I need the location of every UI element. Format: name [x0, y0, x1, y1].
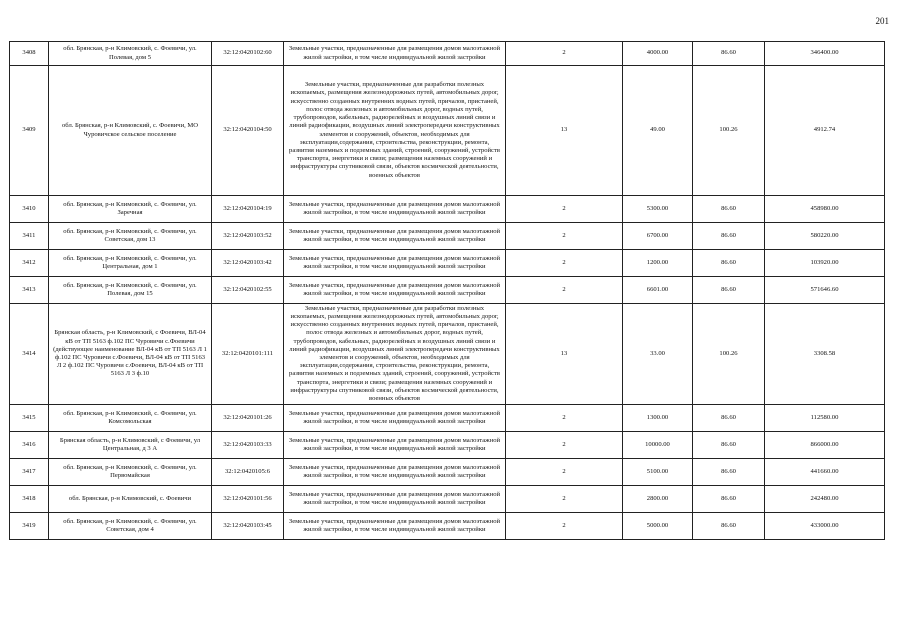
- address-cell: обл. Брянская, р-н Климовский, с. Фоевичи, ул. Полевая, дом 15: [49, 277, 212, 304]
- area-cell: 6700.00: [623, 223, 693, 250]
- table-row: [10, 486, 885, 513]
- cadastral-value-cell: 441660.00: [765, 459, 885, 486]
- table-row: [10, 459, 885, 486]
- permitted-use-cell: Земельные участки, предназначенные для размещения домов малоэтажной жилой застройки, в том числе индивидуальной жилой застройки: [284, 196, 506, 223]
- cadastral-value-cell: 346400.00: [765, 42, 885, 66]
- row-number: 3419: [10, 513, 49, 540]
- area-cell: 2800.00: [623, 486, 693, 513]
- row-number: 3414: [10, 304, 49, 405]
- address-cell: Брянская область, р-н Климовский, с Фоевичи, ВЛ-04 кВ от ТП 5163 ф.102 ПС Чуровичи с.Фоевичи (действующее наименование ВЛ-04 кВ от ТП 5163 Л 1 ф.102 ПС Чуровичи с.Фоевичи, ВЛ-04 кВ от ТП 5163 Л 2 ф.102 ПС Чуровичи с.Фоевичи, ВЛ-04 кВ от ТП 5163 Л 3 ф.10: [49, 304, 212, 405]
- row-number: 3418: [10, 486, 49, 513]
- rate-cell: 86.60: [693, 250, 765, 277]
- area-cell: 49.00: [623, 66, 693, 196]
- rate-cell: 86.60: [693, 432, 765, 459]
- cadastral-number-cell: 32:12:0420101:26: [212, 405, 284, 432]
- cadastral-value-cell: 4912.74: [765, 66, 885, 196]
- cadastral-value-cell: 433000.00: [765, 513, 885, 540]
- row-number: 3411: [10, 223, 49, 250]
- area-cell: 4000.00: [623, 42, 693, 66]
- permitted-use-cell: Земельные участки, предназначенные для размещения домов малоэтажной жилой застройки, в том числе индивидуальной жилой застройки: [284, 486, 506, 513]
- category-cell: 13: [506, 66, 623, 196]
- table-row: [10, 66, 885, 196]
- area-cell: 5300.00: [623, 196, 693, 223]
- cadastral-value-cell: 112580.00: [765, 405, 885, 432]
- cadastral-number-cell: 32:12:0420102:55: [212, 277, 284, 304]
- cadastral-value-cell: 242480.00: [765, 486, 885, 513]
- address-cell: обл. Брянская, р-н Климовский, с. Фоевичи, ул. Полевая, дом 5: [49, 42, 212, 66]
- cadastral-value-cell: 866000.00: [765, 432, 885, 459]
- row-number: 3415: [10, 405, 49, 432]
- cadastral-value-cell: 458980.00: [765, 196, 885, 223]
- table-row: [10, 277, 885, 304]
- cadastral-number-cell: 32:12:0420103:52: [212, 223, 284, 250]
- cadastral-value-cell: 3308.58: [765, 304, 885, 405]
- area-cell: 5000.00: [623, 513, 693, 540]
- page-number: 201: [875, 16, 889, 26]
- rate-cell: 100.26: [693, 66, 765, 196]
- permitted-use-cell: Земельные участки, предназначенные для разработки полезных ископаемых, размещения железнодорожных путей, автомобильных дорог, искусственно созданных внутренних водных путей, причалов, пристаней, полос отвода железных и автомобильных дорог, водных путей, трубопроводов, кабельных, радиорелейных и воздушных линий связи и линий радиофикации, воздушных линий электропередачи конструктивных элементов и сооружений, объектов, необходимых для эксплуатации,содержания, строительства, реконструкции, ремонта, развития наземных и подземных зданий, строений, сооружений, устройств транспорта, энергетики и связи; размещения наземных сооружений и инфраструктуры спутниковой связи, объектов космической деятельности, военных объектов: [284, 66, 506, 196]
- rate-cell: 100.26: [693, 304, 765, 405]
- table-row: [10, 250, 885, 277]
- category-cell: 2: [506, 250, 623, 277]
- address-cell: обл. Брянская, р-н Климовский, с. Фоевичи, ул. Комсомольская: [49, 405, 212, 432]
- rate-cell: 86.60: [693, 223, 765, 250]
- area-cell: 1200.00: [623, 250, 693, 277]
- cadastral-number-cell: 32:12:0420103:33: [212, 432, 284, 459]
- cadastral-value-cell: 103920.00: [765, 250, 885, 277]
- rate-cell: 86.60: [693, 196, 765, 223]
- row-number: 3410: [10, 196, 49, 223]
- category-cell: 2: [506, 459, 623, 486]
- rate-cell: 86.60: [693, 513, 765, 540]
- cadastral-number-cell: 32:12:0420102:60: [212, 42, 284, 66]
- rate-cell: 86.60: [693, 42, 765, 66]
- cadastral-value-cell: 580220.00: [765, 223, 885, 250]
- address-cell: Брянская область, р-н Климовский, с Фоевичи, ул Центральная, д 3 А: [49, 432, 212, 459]
- cadastral-number-cell: 32:12:0420103:42: [212, 250, 284, 277]
- area-cell: 10000.00: [623, 432, 693, 459]
- address-cell: обл. Брянская, р-н Климовский, с. Фоевичи, ул. Центральная, дом 1: [49, 250, 212, 277]
- address-cell: обл. Брянская, р-н Климовский, с. Фоевичи: [49, 486, 212, 513]
- rate-cell: 86.60: [693, 405, 765, 432]
- table-row: [10, 304, 885, 405]
- category-cell: 2: [506, 405, 623, 432]
- category-cell: 2: [506, 223, 623, 250]
- permitted-use-cell: Земельные участки, предназначенные для размещения домов малоэтажной жилой застройки, в том числе индивидуальной жилой застройки: [284, 42, 506, 66]
- permitted-use-cell: Земельные участки, предназначенные для размещения домов малоэтажной жилой застройки, в том числе индивидуальной жилой застройки: [284, 223, 506, 250]
- cadastral-value-cell: 571646.60: [765, 277, 885, 304]
- permitted-use-cell: Земельные участки, предназначенные для размещения домов малоэтажной жилой застройки, в том числе индивидуальной жилой застройки: [284, 250, 506, 277]
- category-cell: 2: [506, 196, 623, 223]
- category-cell: 2: [506, 513, 623, 540]
- table-row: [10, 513, 885, 540]
- row-number: 3412: [10, 250, 49, 277]
- category-cell: 2: [506, 486, 623, 513]
- row-number: 3409: [10, 66, 49, 196]
- area-cell: 6601.00: [623, 277, 693, 304]
- row-number: 3417: [10, 459, 49, 486]
- land-registry-table: [9, 41, 885, 540]
- area-cell: 5100.00: [623, 459, 693, 486]
- permitted-use-cell: Земельные участки, предназначенные для размещения домов малоэтажной жилой застройки, в том числе индивидуальной жилой застройки: [284, 432, 506, 459]
- area-cell: 1300.00: [623, 405, 693, 432]
- cadastral-number-cell: 32:12:0420101:111: [212, 304, 284, 405]
- area-cell: 33.00: [623, 304, 693, 405]
- table-row: [10, 42, 885, 66]
- row-number: 3408: [10, 42, 49, 66]
- cadastral-number-cell: 32:12:0420104:19: [212, 196, 284, 223]
- permitted-use-cell: Земельные участки, предназначенные для разработки полезных ископаемых, размещения железнодорожных путей, автомобильных дорог, искусственно созданных внутренних водных путей, причалов, пристаней, полос отвода железных и автомобильных дорог, водных путей, трубопроводов, кабельных, радиорелейных и воздушных линий связи и линий радиофикации, воздушных линий электропередачи конструктивных элементов и сооружений, объектов, необходимых для эксплуатации,содержания, строительства, реконструкции, ремонта, развития наземных и подземных зданий, строений, сооружений, устройств транспорта, энергетики и связи; размещения наземных сооружений и инфраструктуры спутниковой связи, объектов космической деятельности, военных объектов: [284, 304, 506, 405]
- cadastral-number-cell: 32:12:0420103:45: [212, 513, 284, 540]
- category-cell: 13: [506, 304, 623, 405]
- address-cell: обл. Брянская, р-н Климовский, с. Фоевичи, ул. Первомайская: [49, 459, 212, 486]
- table-body: [10, 42, 885, 540]
- row-number: 3413: [10, 277, 49, 304]
- cadastral-number-cell: 32:12:0420101:56: [212, 486, 284, 513]
- category-cell: 2: [506, 432, 623, 459]
- cadastral-number-cell: 32:12:0420104:50: [212, 66, 284, 196]
- address-cell: обл. Брянская, р-н Климовский, с. Фоевичи, МО Чуровичское сельское поселение: [49, 66, 212, 196]
- table-row: [10, 196, 885, 223]
- address-cell: обл. Брянская, р-н Климовский, с. Фоевичи, ул. Советская, дом 13: [49, 223, 212, 250]
- table-row: [10, 223, 885, 250]
- cadastral-number-cell: 32:12:0420105:6: [212, 459, 284, 486]
- address-cell: обл. Брянская, р-н Климовский, с. Фоевичи, ул. Советская, дом 4: [49, 513, 212, 540]
- permitted-use-cell: Земельные участки, предназначенные для размещения домов малоэтажной жилой застройки, в том числе индивидуальной жилой застройки: [284, 513, 506, 540]
- category-cell: 2: [506, 42, 623, 66]
- address-cell: обл. Брянская, р-н Климовский, с. Фоевичи, ул. Заречная: [49, 196, 212, 223]
- rate-cell: 86.60: [693, 486, 765, 513]
- table-row: [10, 432, 885, 459]
- row-number: 3416: [10, 432, 49, 459]
- table-row: [10, 405, 885, 432]
- rate-cell: 86.60: [693, 459, 765, 486]
- permitted-use-cell: Земельные участки, предназначенные для размещения домов малоэтажной жилой застройки, в том числе индивидуальной жилой застройки: [284, 277, 506, 304]
- permitted-use-cell: Земельные участки, предназначенные для размещения домов малоэтажной жилой застройки, в том числе индивидуальной жилой застройки: [284, 459, 506, 486]
- permitted-use-cell: Земельные участки, предназначенные для размещения домов малоэтажной жилой застройки, в том числе индивидуальной жилой застройки: [284, 405, 506, 432]
- category-cell: 2: [506, 277, 623, 304]
- rate-cell: 86.60: [693, 277, 765, 304]
